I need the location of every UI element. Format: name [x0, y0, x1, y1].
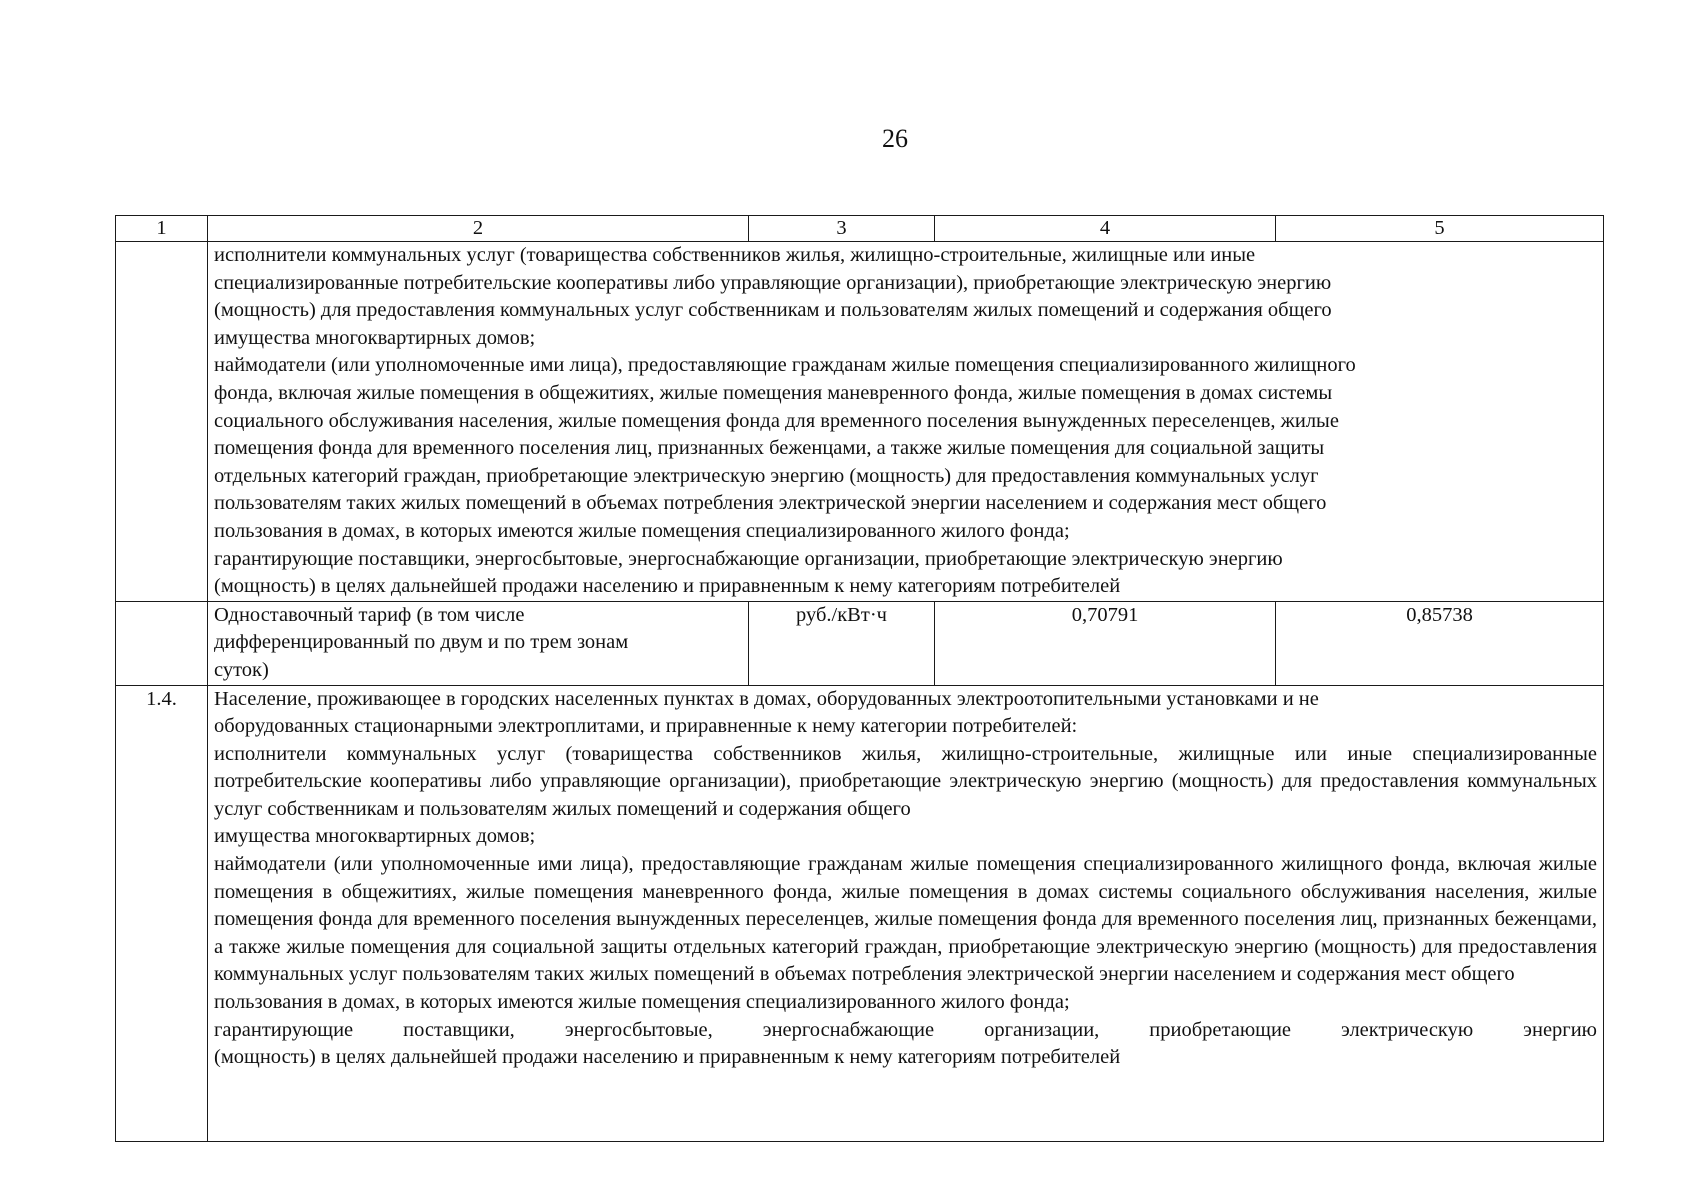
row-number-cell — [116, 242, 208, 602]
section-1-4-paragraph-1: исполнители коммунальных услуг (товарищества собственников жилья, жилищно-строительные, жилищные или иные специализированные потребительские кооперативы либо управляющие организации), приобретающие электрическую энергию (мощность) для предоставления коммунальных услуг собственникам и пользователям жилых помещений и содержания общего — [214, 742, 1597, 820]
section-1-4-paragraph-2-tail: пользования в домах, в которых имеются жилые помещения специализированного жилого фонда; — [214, 991, 1070, 1014]
tariff-label: Одноставочный тариф (в том числе дифференцированный по двум и по трем зонам суток) — [214, 603, 629, 681]
tariff-unit-cell: руб./кВт·ч — [749, 601, 935, 685]
section-1-4-paragraph-1-tail: имущества многоквартирных домов; — [214, 825, 536, 848]
section-1-4-paragraph-2: наймодатели (или уполномоченные ими лица), предоставляющие гражданам жилые помещения специализированного жилищного фонда, включая жилые помещения в общежитиях, жилые помещения маневренного фонда, жилые помещения в домах системы социального обслуживания населения, жилые помещения фонда для временного поселения вынужденных переселенцев, жилые помещения фонда для временного поселения лиц, признанных беженцами, а также жилые помещения для социальной защиты отдельных категорий граждан, приобретающие электрическую энергию (мощность) для предоставления коммунальных услуг пользователям таких жилых помещений в объемах потребления электрической энергии населением и содержания мест общего — [214, 853, 1597, 986]
table-row-continued-consumers — [116, 242, 1604, 602]
header-cell-4: 4 — [935, 216, 1276, 242]
continued-consumers-paragraph: исполнители коммунальных услуг (товарищества собственников жилья, жилищно-строительные, жилищные или иные специализированные потребительские кооперативы либо управляющие организации), приобретающие электрическую энергию (мощность) для предоставления коммунальных услуг собственникам и пользователям жилых помещений и содержания общего имущества многоквартирных домов; наймодатели (или уполномоченные ими лица), предоставляющие гражданам жилые помещения специализированного жилищного фонда, включая жилые помещения в общежитиях, жилые помещения маневренного фонда, жилые помещения в домах системы социального обслуживания населения, жилые помещения фонда для временного поселения вынужденных переселенцев, жилые помещения фонда для временного поселения лиц, признанных беженцами, а также жилые помещения для социальной защиты отдельных категорий граждан, приобретающие электрическую энергию (мощность) для предоставления коммунальных услуг пользователям таких жилых помещений в объемах потребления электрической энергии населением и содержания мест общего пользования в домах, в которых имеются жилые помещения специализированного жилого фонда; гарантирующие поставщики, энергосбытовые, энергоснабжающие организации, приобретающие электрическую энергию (мощность) в целях дальнейшей продажи населению и приравненным к нему категориям потребителей — [214, 244, 1356, 598]
header-cell-5: 5 — [1276, 216, 1604, 242]
tariff-value-col4: 0,70791 — [935, 601, 1276, 685]
section-number: 1.4. — [116, 685, 208, 1141]
row-number-cell-empty — [116, 601, 208, 685]
section-1-4-text-cell — [208, 685, 1604, 1141]
section-1-4-paragraph-3-tail: (мощность) в целях дальнейшей продажи населению и приравненным к нему категориям потребителей — [214, 1046, 1121, 1069]
page-number: 26 — [882, 124, 908, 153]
tariff-value-col5: 0,85738 — [1276, 601, 1604, 685]
table-row-section-1-4 — [116, 685, 1604, 1141]
header-cell-1: 1 — [116, 216, 208, 242]
table-row-tariff — [116, 601, 1604, 685]
consumer-category-text — [208, 242, 1604, 602]
section-1-4-intro: Население, проживающее в городских населенных пунктах в домах, оборудованных электроотопительными установками и не оборудованных стационарными электроплитами, и приравненные к нему категории потребителей: — [214, 687, 1319, 738]
header-cell-2: 2 — [208, 216, 749, 242]
header-cell-3: 3 — [749, 216, 935, 242]
table-header-row — [116, 216, 1604, 242]
tariff-table — [115, 215, 1604, 1142]
tariff-label-cell — [208, 601, 749, 685]
section-1-4-paragraph-3: гарантирующие поставщики, энергосбытовые, энергоснабжающие организации, приобретающие электрическую энергию — [214, 1018, 1597, 1041]
